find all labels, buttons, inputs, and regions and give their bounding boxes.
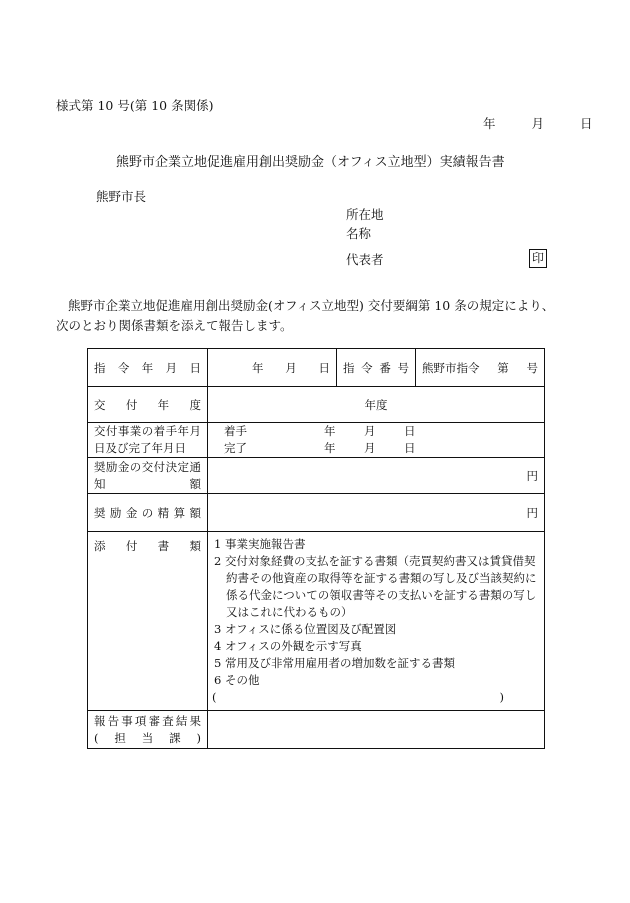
label-fiscal-year: 交 付 年 度 xyxy=(88,387,208,423)
attachment-item-4: 4 オフィスの外観を示す写真 xyxy=(214,639,362,653)
statement-line-1: 熊野市企業立地促進雇用創出奨励金(オフィス立地型) 交付要綱第 10 条の規定により、 xyxy=(68,298,555,313)
start-label: 着手 xyxy=(224,424,247,438)
label-review-result xyxy=(88,711,208,749)
directive-number-mid: 第 xyxy=(497,360,509,375)
document-title: 熊野市企業立地促進雇用創出奨励金（オフィス立地型）実績報告書 xyxy=(116,155,505,170)
decided-amount-label-1: 奨励金の交付決定通 xyxy=(94,459,201,474)
report-statement xyxy=(56,296,586,336)
label-decided-amount xyxy=(88,458,208,494)
decided-amount-label-2b: 額 xyxy=(189,476,201,491)
field-fiscal-year[interactable] xyxy=(208,387,545,423)
field-attachments[interactable] xyxy=(208,532,545,711)
directive-day: 日 xyxy=(318,360,330,375)
report-date xyxy=(483,114,592,132)
addressee: 熊野市長 xyxy=(96,189,147,204)
row-fiscal-year xyxy=(88,387,545,423)
sender-name-label: 名称 xyxy=(346,226,372,241)
row-project-dates xyxy=(88,423,545,458)
label-directive-number: 指 令 番 号 xyxy=(337,349,416,387)
directive-number-prefix: 熊野市指令 xyxy=(422,360,480,375)
label-settlement-amount: 奨 励 金 の 精 算 額 xyxy=(88,494,208,532)
field-directive-date[interactable] xyxy=(208,349,337,387)
directive-number-suffix: 号 xyxy=(526,360,538,375)
sender-address-label: 所在地 xyxy=(346,207,384,222)
row-review-result xyxy=(88,711,545,749)
decided-amount-label-2a: 知 xyxy=(94,476,106,491)
attachment-item-1: 1 事業実施報告書 xyxy=(214,537,306,551)
report-form-table xyxy=(87,348,545,749)
field-project-dates[interactable] xyxy=(208,423,545,458)
project-dates-label-2: 日及び完了年月日 xyxy=(94,441,186,455)
attachment-item-6: 6 その他 xyxy=(214,673,260,687)
attachment-item-3: 3 オフィスに係る位置図及び配置図 xyxy=(214,622,397,636)
end-year: 年 xyxy=(324,441,336,455)
sender-representative-label: 代表者 xyxy=(346,252,384,267)
fiscal-year-unit: 年度 xyxy=(364,397,388,412)
field-review-result[interactable] xyxy=(208,711,545,749)
end-label: 完了 xyxy=(224,441,247,455)
date-month: 月 xyxy=(531,116,544,131)
row-decided-amount xyxy=(88,458,545,494)
directive-month: 月 xyxy=(285,360,297,375)
start-month: 月 xyxy=(364,424,376,438)
start-day: 日 xyxy=(404,424,416,438)
date-year: 年 xyxy=(483,116,496,131)
project-dates-label-1: 交付事業の着手年月 xyxy=(94,424,201,438)
decided-amount-unit: 円 xyxy=(526,468,538,483)
start-year: 年 xyxy=(324,424,336,438)
row-settlement-amount xyxy=(88,494,545,532)
other-parenthesis[interactable] xyxy=(212,689,538,706)
review-result-label-1: 報告事項審査結果 xyxy=(94,713,201,728)
field-decided-amount[interactable] xyxy=(208,458,545,494)
paren-close: ) xyxy=(499,690,504,704)
review-result-label-2: ( 担 当 課 ) xyxy=(94,730,201,745)
statement-line-2: 次のとおり関係書類を添えて報告します。 xyxy=(56,318,293,333)
field-settlement-amount[interactable] xyxy=(208,494,545,532)
end-day: 日 xyxy=(404,441,416,455)
row-directive-date xyxy=(88,349,545,387)
date-day: 日 xyxy=(579,116,593,131)
label-attachments: 添 付 書 類 xyxy=(88,532,208,711)
row-attachments xyxy=(88,532,545,711)
form-number: 様式第 10 号(第 10 条関係) xyxy=(56,98,214,113)
paren-open: ( xyxy=(212,690,217,704)
seal-box: 印 xyxy=(529,249,547,268)
directive-year: 年 xyxy=(252,360,264,375)
attachment-item-5: 5 常用及び非常用雇用者の増加数を証する書類 xyxy=(214,656,455,670)
label-directive-date: 指 令 年 月 日 xyxy=(88,349,208,387)
end-month: 月 xyxy=(364,441,376,455)
attachment-item-2: 2 交付対象経費の支払を証する書類（売買契約書又は賃貸借契約書その他資産の取得等を証する書類の写し及び当該契約に係る代金についての領収書等その支払いを証する書類の写し又はこれに代わるもの） xyxy=(214,554,537,619)
field-directive-number[interactable] xyxy=(416,349,545,387)
label-project-dates xyxy=(88,423,208,458)
settlement-amount-unit: 円 xyxy=(526,505,538,520)
